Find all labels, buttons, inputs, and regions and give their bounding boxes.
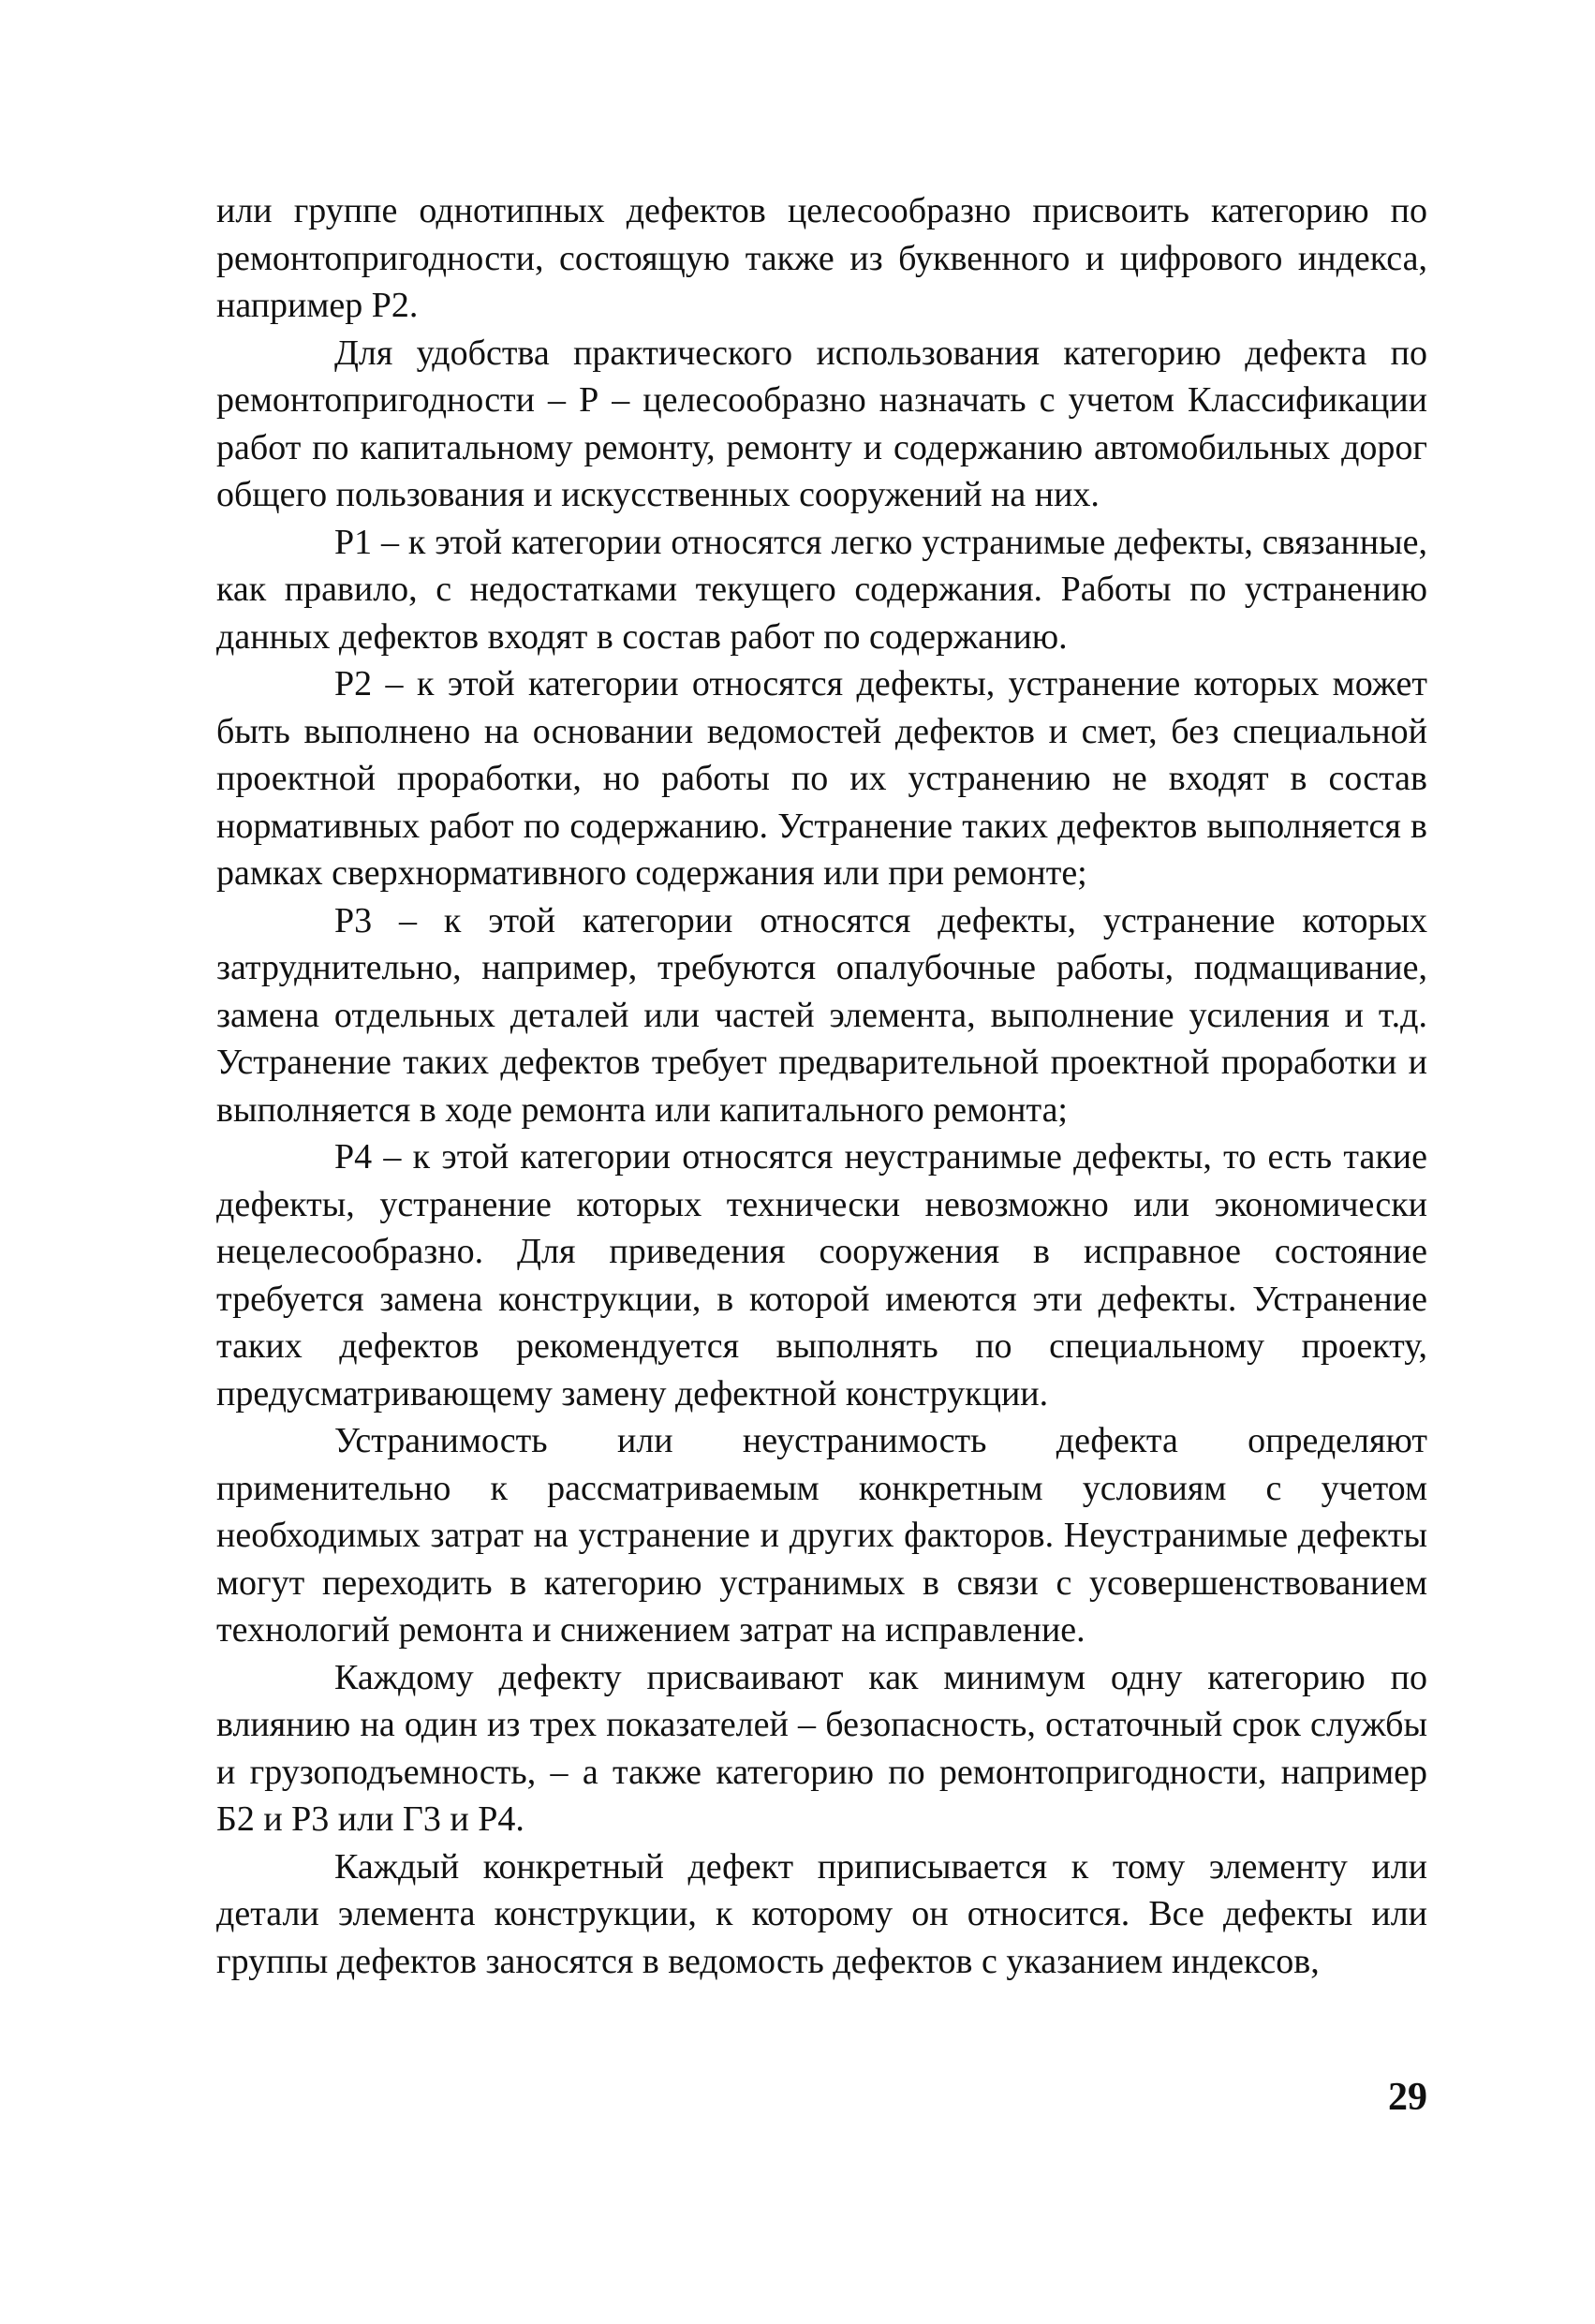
paragraph-defect-registry: Каждый конкретный дефект приписывается к тому элементу или детали элемента конструкции, к которому он относится. Все дефекты или группы дефектов заносятся в ведомость дефектов с указанием индексов, — [216, 1846, 1427, 1981]
page-number: 29 — [1388, 2076, 1427, 2119]
paragraph-category-r2: Р2 – к этой категории относятся дефекты, устранение которых может быть выполнено на основании ведомостей дефектов и смет, без специальной проектной проработки, но работы по их устранению не входят в состав нормативных работ по содержанию. Устранение таких дефектов выполняется в рамках сверхнормативного содержания или при ремонте; — [216, 664, 1427, 893]
paragraph-category-r4: Р4 – к этой категории относятся неустранимые дефекты, то есть такие дефекты, устранение которых технически невозможно или экономически нецелесообразно. Для приведения сооружения в исправное состояние требуется замена конструкции, в которой имеются эти дефекты. Устранение таких дефектов рекомендуется выполнять по специальному проекту, предусматривающему замену дефектной конструкции. — [216, 1137, 1427, 1414]
body-text — [216, 187, 1427, 1985]
paragraph-category-r3: Р3 – к этой категории относятся дефекты, устранение которых затруднительно, например, требуются опалубочные работы, подмащивание, замена отдельных деталей или частей элемента, выполнение усиления и т.д. Устранение таких дефектов требует предварительной проектной проработки и выполняется в ходе ремонта или капитального ремонта; — [216, 900, 1427, 1130]
paragraph-repairability-intro: Для удобства практического использования категорию дефекта по ремонтопригодности – Р – целесообразно назначать с учетом Классификации работ по капитальному ремонту, ремонту и содержанию автомобильных дорог общего пользования и искусственных сооружений на них. — [216, 333, 1427, 514]
paragraph-category-r1: Р1 – к этой категории относятся легко устранимые дефекты, связанные, как правило, с недостатками текущего содержания. Работы по устранению данных дефектов входят в состав работ по содержанию. — [216, 522, 1427, 657]
paragraph-continuation: или группе однотипных дефектов целесообразно присвоить категорию по ремонтопригодности, состоящую также из буквенного и цифрового индекса, например Р2. — [216, 191, 1427, 325]
paragraph-category-assignment: Каждому дефекту присваивают как минимум одну категорию по влиянию на один из трех показателей – безопасность, остаточный срок службы и грузоподъемность, – а также категорию по ремонтопригодности, например Б2 и Р3 или Г3 и Р4. — [216, 1657, 1427, 1839]
paragraph-removability: Устранимость или неустранимость дефекта определяют применительно к рассматриваемым конкретным условиям с учетом необходимых затрат на устранение и других факторов. Неустранимые дефекты могут переходить в категорию устранимых в связи с усовершенствованием технологий ремонта и снижением затрат на исправление. — [216, 1421, 1427, 1650]
